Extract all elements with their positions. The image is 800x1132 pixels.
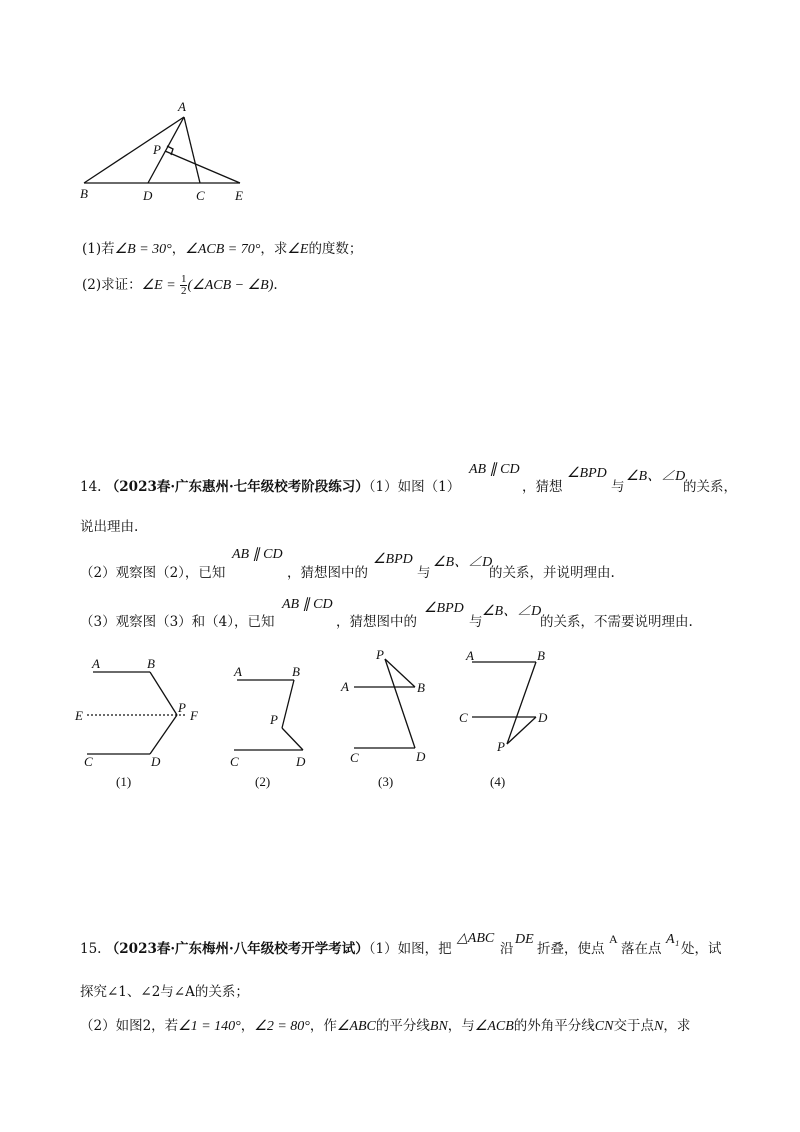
f3-caption: (3)	[378, 774, 394, 789]
q15-source: （2023春·广东梅州·八年级校考开学考试）	[105, 941, 369, 957]
q15-n: N	[653, 1019, 664, 1034]
q15-l1-a: （1）如图，把	[368, 941, 452, 957]
f1-label-a: A	[92, 656, 100, 671]
f4-label-b: B	[537, 648, 545, 663]
q13-part1-m3: ∠E	[287, 242, 309, 257]
label-p: P	[153, 142, 161, 157]
q15-l3-e: 的外角平分线	[513, 1018, 595, 1034]
f1-label-d: D	[151, 754, 161, 769]
q15-line2: 探究∠1、∠2与∠A的关系；	[80, 984, 249, 1000]
q13-part1-mid: ，求	[260, 241, 288, 257]
q15-l3-b: ，作	[309, 1018, 337, 1034]
q13-part1-m1: ∠B = 30°	[114, 242, 172, 257]
q14-with-3: 与	[469, 614, 483, 630]
q15-l1-b: 折叠，使点	[537, 941, 605, 957]
f2-label-a: A	[234, 664, 242, 679]
q14-l1-c: 的关系，	[683, 479, 737, 495]
q14-source: （2023春·广东惠州·七年级校考阶段练习）	[105, 479, 369, 495]
f1-label-b: B	[147, 656, 155, 671]
f2-label-b: B	[292, 664, 300, 679]
q15-l3-d: ，与	[447, 1018, 475, 1034]
q14-with-2: 与	[417, 565, 431, 581]
f2-caption: (2)	[255, 774, 271, 789]
f1-label-e: E	[75, 708, 83, 723]
q15-l1-c: 落在点	[621, 941, 662, 957]
q14-with-1: 与	[611, 479, 625, 495]
q13-part1-suffix: 的度数；	[308, 241, 363, 257]
q14-parallel-1: AB ∥ CD	[469, 462, 520, 477]
q14-parallel-3: AB ∥ CD	[282, 597, 333, 612]
q15-line3	[80, 1017, 690, 1036]
q13-part1-prefix: (1)若	[82, 241, 115, 257]
q14-l4-a: （3）观察图（3）和（4），已知	[80, 614, 275, 630]
label-e: E	[235, 188, 243, 203]
f1-line-bp	[150, 672, 177, 715]
f3-label-c: C	[350, 750, 359, 765]
f1-label-f: F	[190, 708, 198, 723]
label-a: A	[178, 99, 186, 114]
q13-part2-rhs: (∠ACB − ∠B)	[187, 278, 274, 293]
q15-ang1: ∠1 = 140°	[178, 1019, 241, 1034]
q14-line2: 说出理由.	[80, 519, 139, 535]
q14-l1-a: （1）如图（1）	[368, 479, 461, 495]
f2-label-c: C	[230, 754, 239, 769]
q15-triangle: △ABC	[457, 931, 495, 946]
q14-l3-a: （2）观察图（2），已知	[80, 565, 226, 581]
q14-bpd-2: ∠BPD	[373, 552, 413, 567]
q13-part1-sep: ，	[171, 241, 186, 257]
q13-part1	[82, 240, 362, 259]
q13-fraction: $\frac{1}{2}$	[180, 273, 187, 297]
q14-l4-b: ，猜想图中的	[336, 614, 417, 630]
q15-point-a: A	[609, 932, 618, 946]
q15-l3-a: （2）如图2，若	[80, 1018, 179, 1034]
q14-figures	[0, 640, 800, 800]
f4-line-bp	[507, 662, 536, 744]
q14-parallel-2: AB ∥ CD	[232, 547, 283, 562]
f4-caption: (4)	[490, 774, 506, 789]
label-c: C	[196, 188, 205, 203]
figure-3	[354, 659, 415, 748]
f4-label-a: A	[466, 648, 474, 663]
q15-bn: BN	[429, 1019, 448, 1034]
q15-l3-f: 交于点	[613, 1018, 654, 1034]
segment-ac	[184, 117, 200, 183]
label-d: D	[143, 188, 153, 203]
f1-caption: (1)	[116, 774, 132, 789]
q13-part2	[82, 274, 278, 297]
figure-1	[87, 672, 186, 754]
q14-l3-b: ，猜想图中的	[287, 565, 368, 581]
label-b: B	[80, 186, 88, 201]
figure-2	[234, 680, 303, 750]
q15-de: DE	[515, 932, 534, 947]
f3-label-b: B	[417, 680, 425, 695]
q15-line1-start	[80, 940, 452, 958]
f3-label-a: A	[341, 679, 349, 694]
f4-label-d: D	[538, 710, 548, 725]
q15-comma: ，	[240, 1018, 255, 1034]
q13-part2-lhs: ∠E =	[141, 278, 176, 293]
q15-number: 15.	[80, 941, 102, 957]
q15-l3-c: 的平分线	[375, 1018, 430, 1034]
q15-along: 沿	[500, 941, 514, 957]
q14-bpd-3: ∠BPD	[424, 601, 464, 616]
figure-4	[472, 662, 536, 744]
q15-l1-d: 处，试	[681, 941, 722, 957]
q14-l4-c: 的关系，不需要说明理由.	[540, 614, 693, 630]
q14-bd-2: ∠B、∠D	[433, 555, 493, 570]
q14-number: 14.	[80, 479, 102, 495]
f2-line-pd	[282, 728, 303, 750]
f2-line-bp	[282, 680, 294, 728]
f1-label-p: P	[178, 700, 186, 715]
q15-acb: ∠ACB	[474, 1019, 514, 1034]
f4-label-c: C	[459, 710, 468, 725]
q14-bpd-1: ∠BPD	[567, 466, 607, 481]
q13-part2-suffix: .	[273, 277, 278, 293]
f2-label-d: D	[296, 754, 306, 769]
q14-l3-c: 的关系，并说明理由.	[489, 565, 615, 581]
q13-part1-m2: ∠ACB = 70°	[185, 242, 261, 257]
f2-label-p: P	[270, 712, 278, 727]
q14-l1-b: ，猜想	[522, 479, 563, 495]
triangle-figure	[0, 0, 800, 220]
q14-bd-3: ∠B、∠D	[482, 604, 542, 619]
f3-label-p: P	[376, 647, 384, 662]
segment-ba	[84, 117, 184, 183]
q15-abc: ∠ABC	[336, 1019, 376, 1034]
q15-l3-g: ，求	[663, 1018, 691, 1034]
segment-pe	[165, 151, 240, 183]
q15-point-a1: A₁	[666, 932, 680, 947]
f4-label-p: P	[497, 739, 505, 754]
f1-line-pd	[150, 715, 177, 754]
f3-label-d: D	[416, 749, 426, 764]
q13-part2-prefix: (2)求证：	[82, 277, 142, 293]
q14-bd-1: ∠B、∠D	[626, 469, 686, 484]
q15-ang2: ∠2 = 80°	[254, 1019, 310, 1034]
q14-line1	[80, 478, 460, 496]
f1-label-c: C	[84, 754, 93, 769]
q15-cn: CN	[594, 1019, 614, 1034]
